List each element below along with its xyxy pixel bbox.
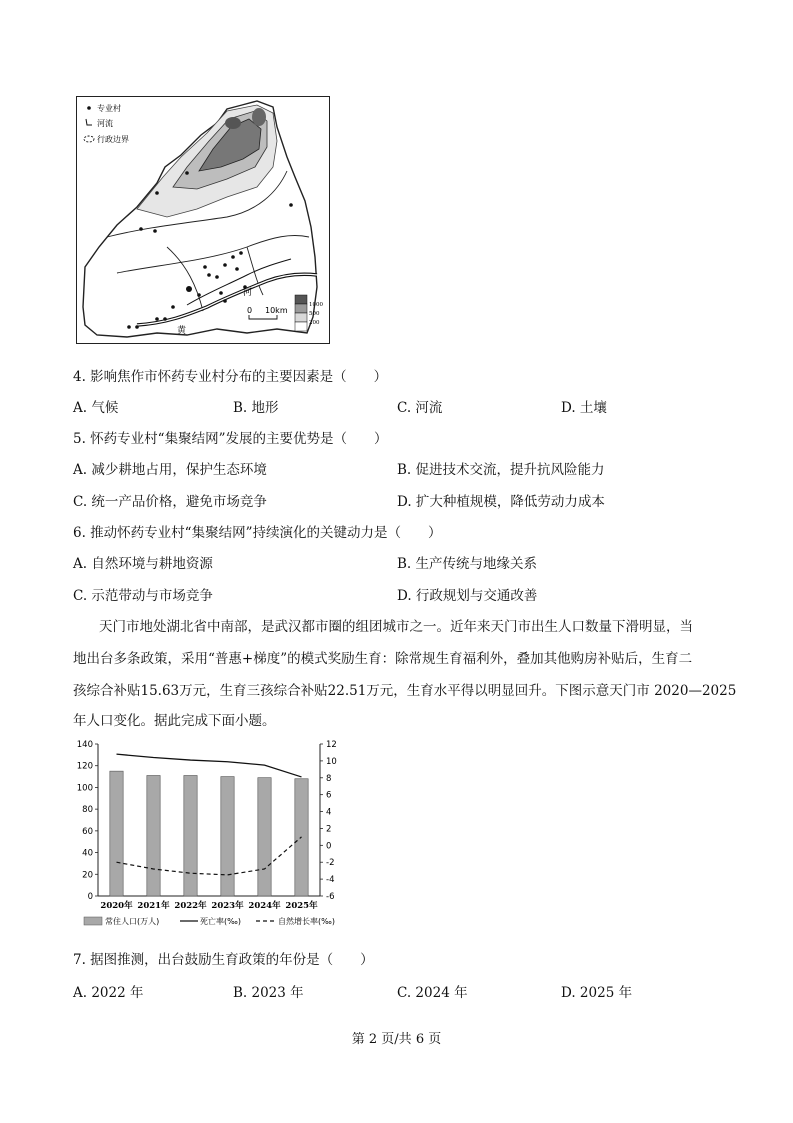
- population-bar: [147, 775, 160, 896]
- q7-option-b[interactable]: B. 2023 年: [233, 985, 304, 1001]
- passage-line-3: 孩综合补贴15.63万元，生育三孩综合补贴22.51万元，生育水平得以明显回升。下图示意天门市 2020—2025: [73, 683, 737, 699]
- legend-river-label: 河流: [97, 119, 113, 128]
- legend-boundary-label: 行政边界: [97, 135, 129, 144]
- q6-option-c[interactable]: C. 示范带动与市场竞争: [73, 588, 213, 604]
- right-tick-label: 10: [326, 756, 337, 767]
- x-tick-label: 2024年: [248, 901, 281, 911]
- river-label-he: 河: [243, 288, 253, 298]
- q5-option-a[interactable]: A. 减少耕地占用，保护生态环境: [73, 462, 267, 478]
- svg-text:10km: 10km: [265, 306, 288, 315]
- question-7-stem: 7. 据图推测，出台鼓励生育政策的年份是（ ）: [73, 952, 374, 968]
- death-rate-line: [117, 754, 302, 777]
- q7-option-c[interactable]: C. 2024 年: [397, 985, 468, 1001]
- right-tick-label: 4: [326, 807, 332, 818]
- left-tick-label: 60: [82, 826, 93, 837]
- legend-population-label: 常住人口(万人): [105, 917, 160, 926]
- map-svg: [77, 97, 329, 343]
- x-tick-label: 2022年: [174, 901, 207, 911]
- right-tick-label: 0: [326, 841, 332, 852]
- map-legend: [84, 103, 129, 144]
- population-bar: [110, 771, 123, 896]
- svg-text:1000: 1000: [309, 302, 323, 308]
- right-tick-label: -4: [326, 875, 335, 886]
- page-footer: 第 2 页/共 6 页: [351, 1032, 442, 1047]
- right-tick-label: 6: [326, 790, 332, 801]
- q6-option-b[interactable]: B. 生产传统与地缘关系: [397, 556, 538, 572]
- q6-option-a[interactable]: A. 自然环境与耕地资源: [73, 556, 213, 572]
- passage-line-4: 年人口变化。据此完成下面小题。: [73, 713, 276, 729]
- left-tick-label: 120: [76, 761, 93, 772]
- population-bar: [221, 777, 234, 896]
- q4-option-b[interactable]: B. 地形: [233, 400, 279, 416]
- q6-option-d[interactable]: D. 行政规划与交通改善: [397, 588, 538, 604]
- q4-option-a[interactable]: A. 气候: [73, 400, 119, 416]
- q5-option-d[interactable]: D. 扩大种植规模，降低劳动力成本: [397, 494, 605, 510]
- right-tick-label: -2: [326, 858, 335, 869]
- legend-growth-label: 自然增长率(‰): [278, 917, 335, 926]
- question-4-stem: 4. 影响焦作市怀药专业村分布的主要因素是（ ）: [73, 369, 388, 385]
- question-6-stem: 6. 推动怀药专业村“集聚结网”持续演化的关键动力是（ ）: [73, 525, 442, 541]
- q4-option-c[interactable]: C. 河流: [397, 400, 443, 416]
- left-tick-label: 100: [76, 783, 93, 794]
- left-tick-label: 0: [87, 892, 93, 902]
- right-tick-label: 8: [326, 773, 332, 784]
- svg-text:500: 500: [309, 311, 320, 317]
- q7-option-d[interactable]: D. 2025 年: [561, 985, 633, 1001]
- natural-growth-line: [117, 837, 302, 875]
- river-label-huang: 黄: [177, 326, 187, 336]
- right-tick-label: 2: [326, 824, 332, 835]
- left-tick-label: 40: [82, 848, 93, 859]
- population-bar: [184, 775, 197, 896]
- population-chart: [70, 736, 360, 936]
- svg-text:0: 0: [247, 306, 253, 315]
- population-bar: [258, 778, 271, 896]
- right-tick-label: -6: [326, 892, 335, 902]
- q5-option-b[interactable]: B. 促进技术交流，提升抗风险能力: [397, 462, 605, 478]
- map-figure: [76, 96, 330, 344]
- left-tick-label: 80: [82, 805, 93, 816]
- passage-line-2: 地出台多条政策，采用“普惠+梯度”的模式奖励生育：除常规生育福利外，叠加其他购房补贴后，生育二: [73, 651, 693, 667]
- q5-option-c[interactable]: C. 统一产品价格，避免市场竞争: [73, 494, 267, 510]
- chart-svg: [70, 736, 360, 936]
- legend-death-label: 死亡率(‰): [200, 917, 241, 926]
- legend-bar-swatch: [84, 917, 102, 925]
- q7-option-a[interactable]: A. 2022 年: [73, 985, 144, 1001]
- legend-village-label: 专业村: [97, 104, 121, 113]
- left-tick-label: 140: [76, 740, 93, 750]
- x-tick-label: 2025年: [285, 901, 318, 911]
- left-tick-label: 20: [82, 870, 93, 881]
- svg-text:200: 200: [309, 320, 320, 326]
- right-tick-label: 12: [326, 740, 337, 750]
- passage-line-1: 天门市地处湖北省中南部，是武汉都市圈的组团城市之一。近年来天门市出生人口数量下滑明显，当: [99, 619, 693, 635]
- peak-shade: [225, 117, 241, 129]
- peak-shade: [252, 108, 266, 126]
- x-tick-label: 2020年: [100, 901, 133, 911]
- x-tick-label: 2021年: [137, 901, 170, 911]
- question-5-stem: 5. 怀药专业村“集聚结网”发展的主要优势是（ ）: [73, 431, 388, 447]
- x-tick-label: 2023年: [211, 901, 244, 911]
- q4-option-d[interactable]: D. 土壤: [561, 400, 607, 416]
